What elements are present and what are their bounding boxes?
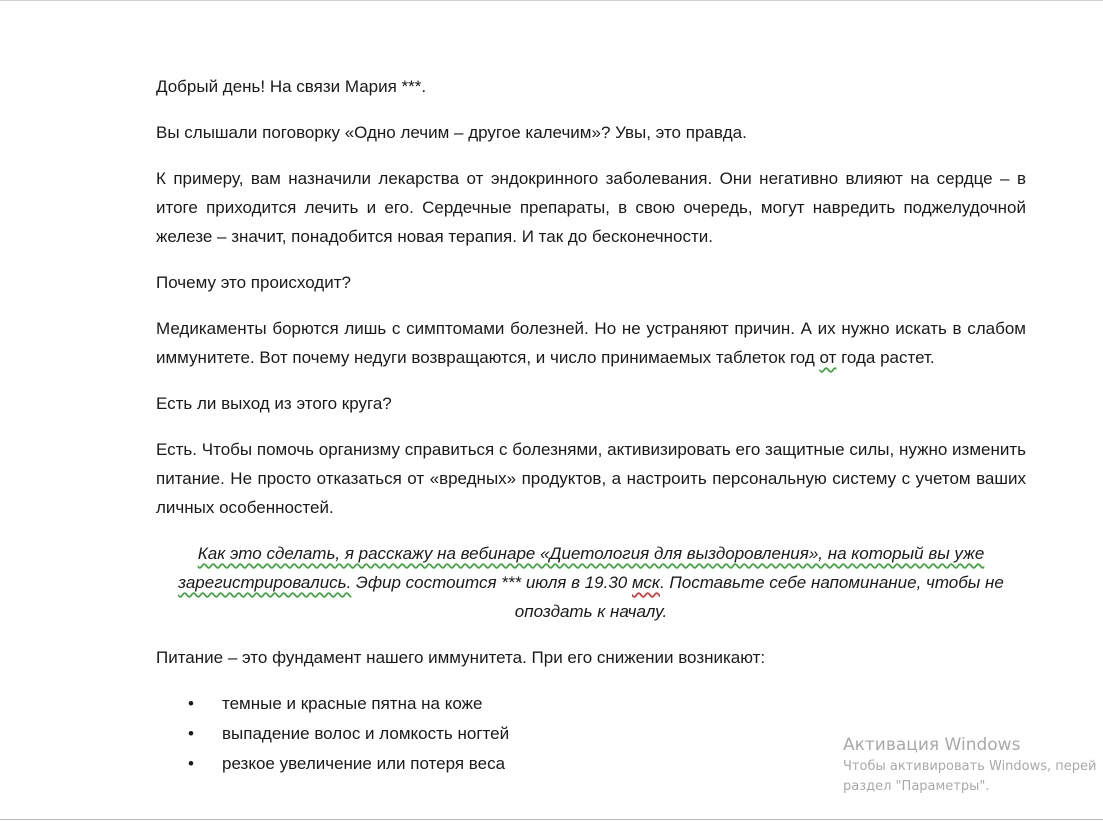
nutrition-answer-paragraph: Есть. Чтобы помочь организму справиться с болезнями, активизировать его защитные силы, нужно изменить питание. Не просто отказаться от «вредных» продуктов, а настроить персональную систему с учетом ваших личных особенностей. <box>156 440 1026 517</box>
grammar-flag-word: от <box>819 348 837 367</box>
list-item-text: резкое увеличение или потеря веса <box>222 754 506 773</box>
list-item <box>156 689 1026 719</box>
greeting-paragraph: Добрый день! На связи Мария ***. <box>156 77 427 96</box>
window-top-border <box>0 0 1103 1</box>
saying-paragraph: Вы слышали поговорку «Одно лечим – другое калечим»? Увы, это правда. <box>156 123 747 142</box>
foundation-paragraph: Питание – это фундамент нашего иммунитета. При его снижении возникают: <box>156 648 766 667</box>
immunity-text-1: Медикаменты борются лишь с симптомами болезней. Но не устраняют причин. А их нужно искать в слабом иммунитете. Вот почему недуги возвращаются, и число принимаемых таблеток год <box>156 319 1026 367</box>
example-paragraph: К примеру, вам назначили лекарства от эндокринного заболевания. Они негативно влияют на сердце – в итоге приходится лечить и его. Сердечные препараты, в свою очередь, могут навредить поджелудочной железе – значит, понадобится новая терапия. И так до бесконечности. <box>156 169 1026 246</box>
webinar-text-1: Как это сделать, я расскажу на вебинаре «Диетология для выздоровления», на который вы уже зарегистрировались. <box>178 544 985 592</box>
list-item-text: выпадение волос и ломкость ногтей <box>222 724 510 743</box>
webinar-highlight <box>156 539 1026 626</box>
list-item-text: темные и красные пятна на коже <box>222 694 483 713</box>
page-bottom-border <box>0 819 1103 820</box>
question-way-out: Есть ли выход из этого круга? <box>156 394 392 413</box>
watermark-line-1: Чтобы активировать Windows, перей <box>843 759 1097 774</box>
immunity-text-2: года растет. <box>836 348 935 367</box>
webinar-text-2: Эфир состоится *** июля в 19.30 <box>351 573 632 592</box>
watermark-title: Активация Windows <box>843 735 1021 755</box>
windows-activation-watermark <box>843 733 1097 797</box>
bullet-icon: • <box>188 694 194 713</box>
webinar-text-3: . Поставьте себе напоминание, чтобы не опоздать к началу. <box>514 573 1004 621</box>
spelling-flag-msk: мск <box>631 573 660 592</box>
bullet-icon: • <box>188 724 194 743</box>
watermark-line-2: раздел "Параметры". <box>843 779 990 794</box>
immunity-paragraph <box>156 314 1026 372</box>
document-page <box>156 72 1026 779</box>
bullet-icon: • <box>188 754 194 773</box>
question-why: Почему это происходит? <box>156 273 351 292</box>
